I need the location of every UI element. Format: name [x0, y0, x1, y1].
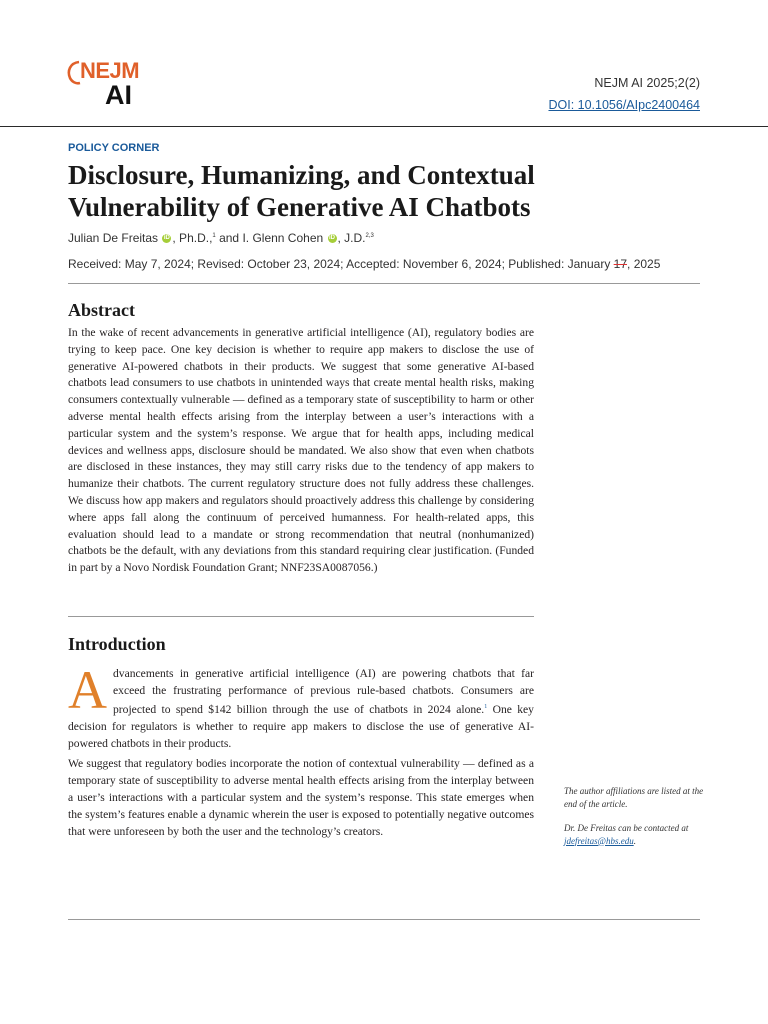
affiliation-ref: 1 — [212, 233, 216, 239]
drop-cap: A — [68, 660, 107, 720]
orcid-icon[interactable]: iD — [163, 235, 170, 242]
sidebar-notes — [564, 785, 706, 859]
divider — [68, 616, 534, 617]
author-degree: , Ph.D., — [172, 231, 213, 245]
affiliation-ref: 2,3 — [365, 233, 374, 239]
citation-block — [548, 72, 700, 116]
orcid-icon[interactable]: iD — [329, 235, 336, 242]
header-divider — [0, 126, 768, 127]
section-label: POLICY CORNER — [68, 142, 160, 154]
divider — [68, 283, 700, 284]
author-line — [68, 231, 374, 245]
abstract-heading: Abstract — [68, 300, 135, 320]
dates-year: 2025 — [630, 257, 661, 271]
abstract-body: In the wake of recent advancements in generative artificial intelligence (AI), regulatory bodies are trying to keep pace. One key decision is whether to require app makers to disclose the use of generative AI-powered chatbots in their products. We suggest that some generative AI-based chatbots lead consumers to use chatbots in unintended ways that create mental health risks, making consumers contextually vulnerable — defined as a temporary state of susceptibility to harm or other adverse mental health effects arising from the interplay between a user’s interactions with a particular system and the system’s response. We argue that for health apps, including medical devices and wellness apps, disclosure should be mandated. We also show that even when chatbots are disclosed in these instances, they may still carry risks due to the tendency of app makers to humanize their chatbots. The current regulatory structure does not fully address these challenges. We discuss how app makers and regulators should proactively address this challenge by considering where apps fall along the continuum of perceived humanness. For health-related apps, this evaluation should lead to a mandate or strong recommendation that neutral (nonhumanized) chatbots be the default, with any deviations from this standard requiring clear justification. (Funded in part by a Novo Nordisk Foundation Grant; NNF23SA0087056.) — [68, 326, 534, 575]
email-link[interactable]: jdefreitas@hbs.edu — [564, 835, 634, 846]
affiliations-note: The author affiliations are listed at the end of the article. — [564, 786, 704, 809]
introduction-paragraph — [68, 660, 534, 752]
author-name: Julian De Freitas — [68, 231, 159, 245]
dates-text: Received: May 7, 2024; Revised: October 23, 2024; Accepted: November 6, 2024; Published: January — [68, 257, 614, 271]
doi-link[interactable]: DOI: 10.1056/AIpc2400464 — [548, 98, 700, 112]
journal-logo — [68, 58, 148, 114]
contact-text: Dr. De Freitas can be contacted at — [564, 823, 689, 833]
reference-link[interactable]: 1 — [484, 704, 488, 710]
logo-ai-text: AI — [105, 80, 132, 110]
footer-divider — [68, 919, 700, 920]
author-degree: , J.D. — [337, 231, 366, 245]
author-name: I. Glenn Cohen — [242, 231, 324, 245]
introduction-paragraph: We suggest that regulatory bodies incorporate the notion of contextual vulnerability — defined as a temporary state of susceptibility to adverse mental health effects arising from the interplay between a user’s interactions with a particular system and the system’s response. This state emerges when the system’s features enable a dynamic wherein the user is exposed to potentially negative outcomes that were unforeseen by both the user and the technology’s creators. — [68, 757, 534, 838]
contact-note — [564, 822, 706, 847]
dates-comma: , — [627, 257, 631, 271]
article-title: Disclosure, Humanizing, and Contextual Vulnerability of Generative AI Chatbots — [68, 160, 535, 222]
struck-day: 17 — [613, 257, 628, 271]
introduction-heading: Introduction — [68, 634, 166, 654]
paragraph-text: One key decision for regulators is whether to require app makers to disclose the use of generative AI-powered chatbots in their products. — [68, 702, 534, 750]
journal-citation: NEJM AI 2025;2(2) — [594, 76, 700, 90]
logo-nejm-text: NEJM — [80, 58, 140, 83]
contact-suffix: . — [633, 835, 636, 846]
paragraph-text: dvancements in generative artificial intelligence (AI) are powering chatbots that far exceed the frustrating performance of previous rule-based chatbots. Consumers are projected to spend $142 billion through the use of chatbots in 2024 alone. — [113, 667, 534, 716]
publication-dates — [68, 257, 660, 271]
author-conjunction: and — [215, 231, 243, 245]
